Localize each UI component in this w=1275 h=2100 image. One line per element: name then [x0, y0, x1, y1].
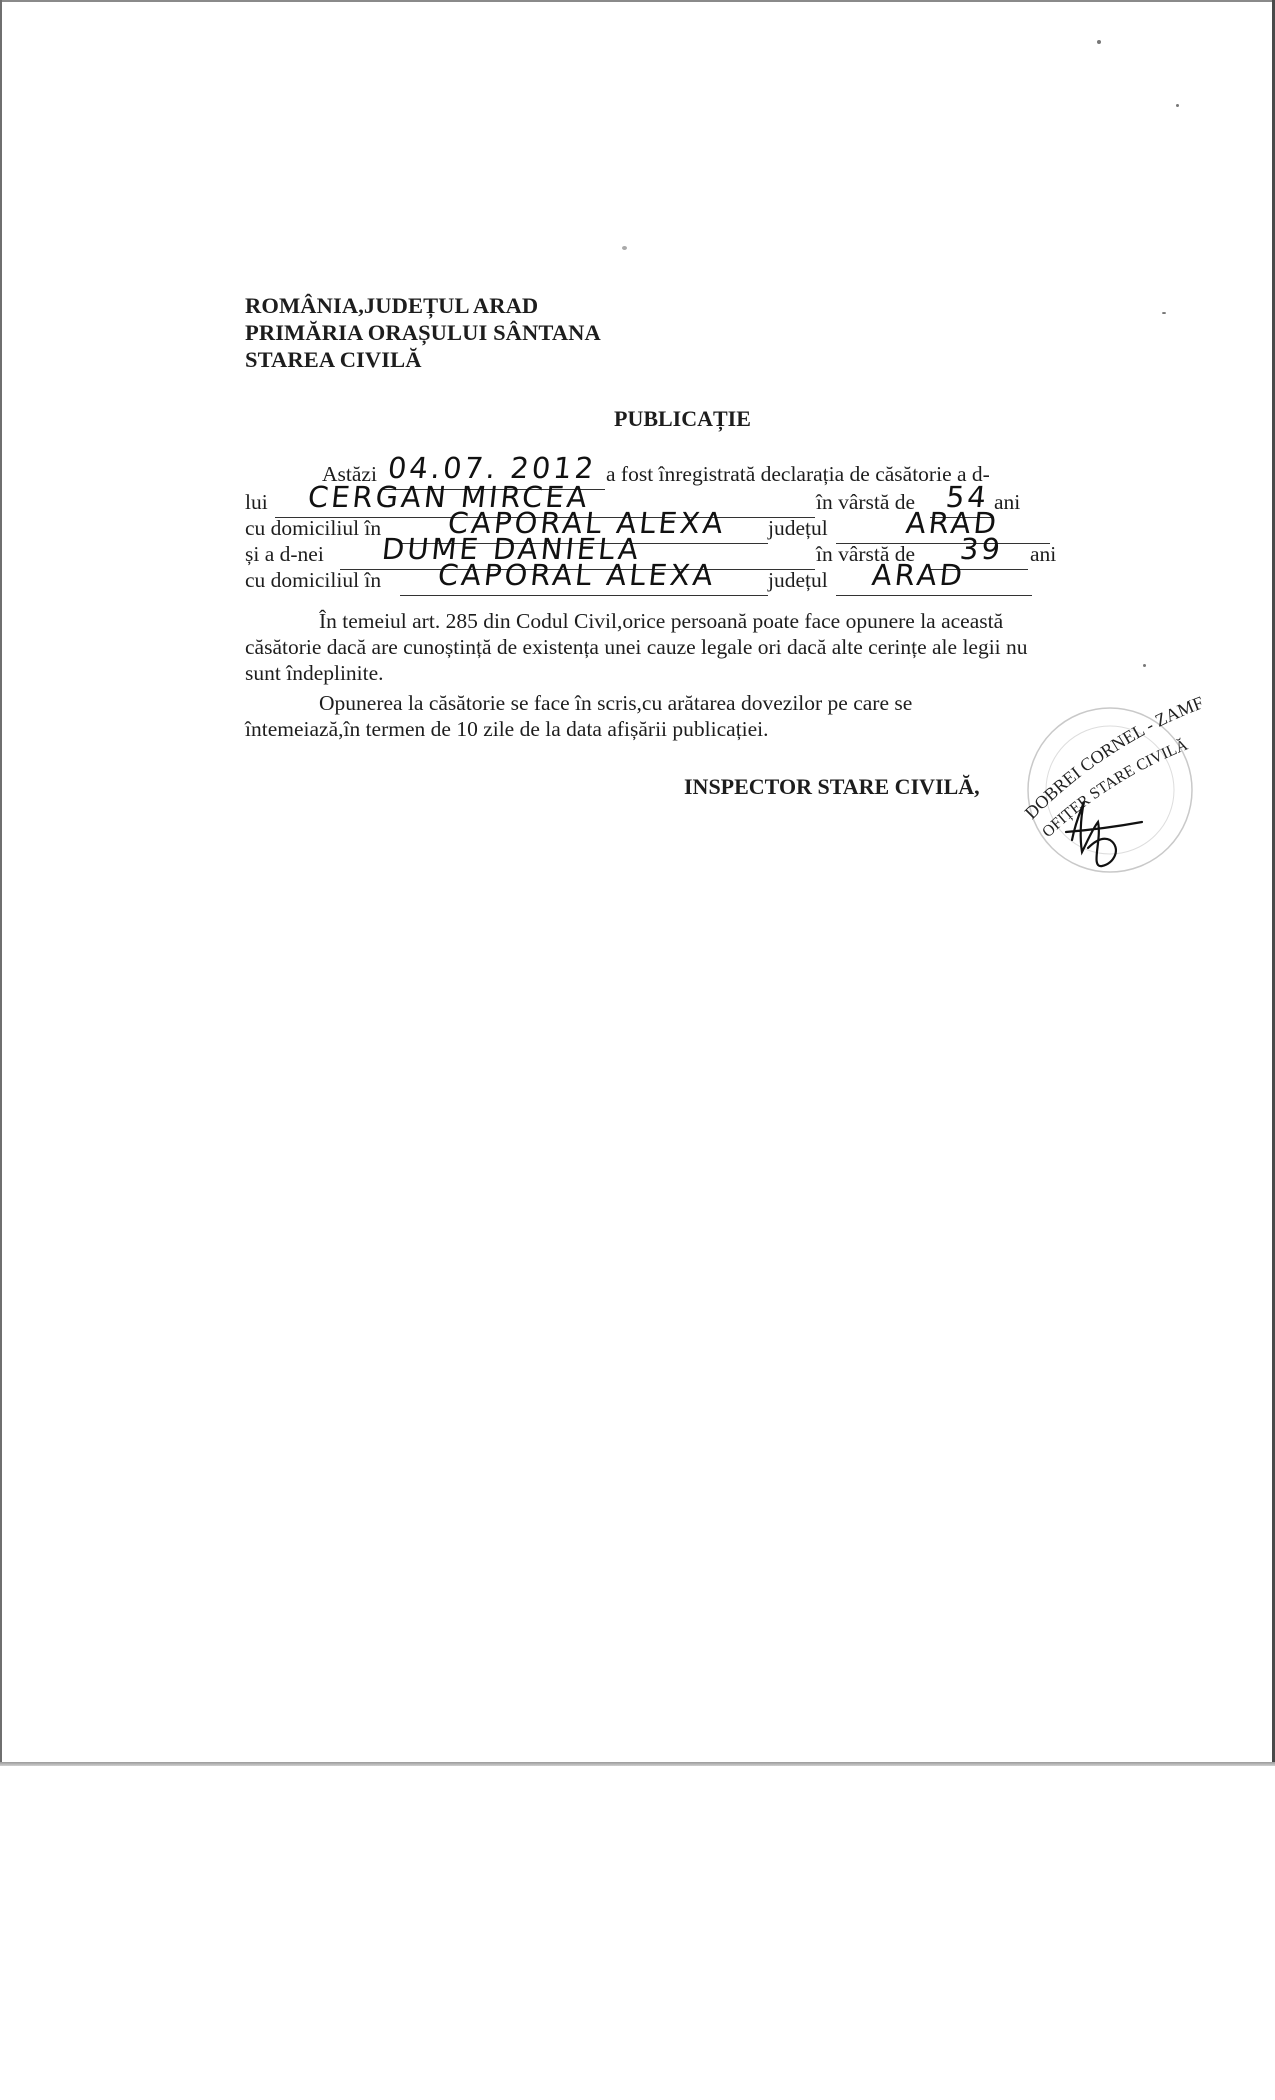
bride-age-handwritten: 39	[958, 532, 1005, 566]
ani-label-groom: ani	[994, 490, 1021, 514]
bride-domicile-handwritten: CAPORAL ALEXA	[436, 558, 718, 592]
domicile-label-groom: cu domiciliul în	[245, 516, 382, 540]
document-header	[245, 292, 601, 373]
scan-speck	[1143, 664, 1146, 667]
page-edge-left	[0, 0, 2, 1766]
groom-name-handwritten: CERGAN MIRCEA	[306, 480, 592, 514]
scan-speck	[622, 246, 627, 250]
astazi-label: Astăzi	[322, 462, 377, 486]
age-label-groom: în vârstă de	[816, 490, 916, 514]
groom-domicile-handwritten: CAPORAL ALEXA	[446, 506, 728, 540]
domicile-label-bride: cu domiciliul în	[245, 568, 382, 592]
county-label-groom: județul	[768, 516, 828, 540]
bride-county-handwritten: ARAD	[870, 558, 967, 592]
signer-title: INSPECTOR STARE CIVILĂ,	[684, 774, 980, 799]
age-label-bride: în vârstă de	[816, 542, 916, 566]
registered-text: a fost înregistrată declarația de căsătorie a d-	[606, 462, 990, 486]
header-town-hall: PRIMĂRIA ORAȘULUI SÂNTANA	[245, 320, 601, 345]
bride-name-handwritten: DUME DANIELA	[380, 532, 643, 566]
header-department: STAREA CIVILĂ	[245, 347, 422, 372]
groom-county-handwritten: ARAD	[904, 506, 1001, 540]
bride-domicile-blank	[400, 594, 768, 596]
groom-age-handwritten: 54	[944, 480, 991, 514]
header-country-county: ROMÂNIA,JUDEȚUL ARAD	[245, 293, 539, 318]
lui-label: lui	[245, 490, 268, 514]
scan-speck	[1176, 104, 1179, 107]
stamp-name-text: DOBREI CORNEL - ZAMF	[1020, 692, 1207, 823]
official-stamp	[1010, 690, 1250, 890]
scan-speck	[1162, 312, 1166, 314]
opposition-paragraph: Opunerea la căsătorie se face în scris,cu arătarea dovezilor pe care se întemeiază,în termen de 10 zile de la data afișării publicației.	[245, 691, 913, 741]
date-handwritten: 04.07. 2012	[386, 451, 599, 485]
bride-county-blank	[836, 594, 1032, 596]
stamp-role-text: OFIȚER STARE CIVILĂ	[1039, 736, 1191, 841]
scan-bottom-edge	[0, 1762, 1275, 1766]
legal-basis-paragraph: În temeiul art. 285 din Codul Civil,orice persoană poate face opunere la această căsătorie dacă are cunoștință de existența unei cauze legale ori dacă alte cerințe ale legii nu sunt îndeplinite.	[245, 609, 1028, 685]
dnei-label: și a d-nei	[245, 542, 324, 566]
ani-label-bride: ani	[1030, 542, 1057, 566]
county-label-bride: județul	[768, 568, 828, 592]
scan-speck	[1097, 40, 1101, 44]
page-edge-top	[0, 0, 1275, 2]
document-title: PUBLICAȚIE	[614, 406, 751, 431]
